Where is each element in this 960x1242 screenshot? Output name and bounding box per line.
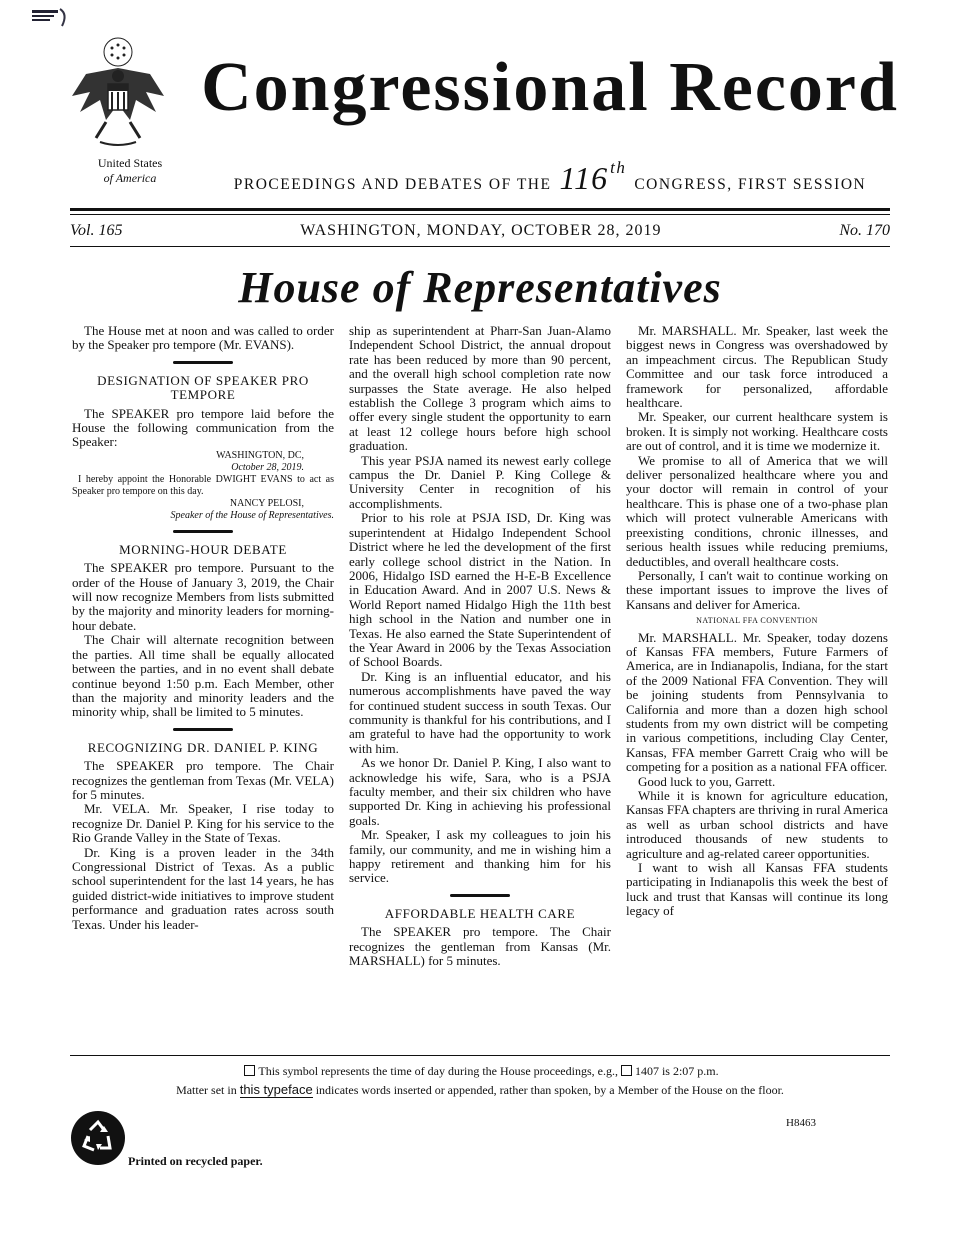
recycled-paper-note: Printed on recycled paper. (128, 1154, 263, 1168)
seal-caption (80, 156, 180, 186)
masthead-subhead (205, 160, 895, 197)
paragraph: The SPEAKER pro tempore. The Chair recognizes the gentleman from Kansas (Mr. MARSHALL) for 5 minutes. (349, 924, 611, 969)
column-1 (72, 324, 334, 932)
page-code: H8463 (786, 1117, 816, 1129)
paragraph: While it is known for agriculture education, Kansas FFA chapters are thriving in rural America as well as urban school districts and have introduced thousands of new students to agriculture and ag-related career opportunities. (626, 788, 888, 861)
paragraph: The SPEAKER pro tempore. The Chair recognizes the gentleman from Texas (Mr. VELA) for 5 minutes. (72, 758, 334, 802)
section-heading: MORNING-HOUR DEBATE (119, 541, 287, 557)
dateline (70, 222, 890, 240)
paragraph: Dr. King is a proven leader in the 34th Congressional District of Texas. As a public school superintendent for the last 14 years, he has guided district-wide initiatives to improve student performance and graduation rates across south Texas. Under his leader- (72, 844, 334, 932)
gpo-mark-icon (30, 6, 70, 30)
paragraph: This year PSJA named its newest early college campus the Dr. Daniel P. King College & University Center in recognition of his accomplishments. (349, 452, 611, 511)
paragraph: Mr. VELA. Mr. Speaker, I rise today to recognize Dr. Daniel P. King for his service to the Rio Grande Valley in the State of Texas. (72, 801, 334, 846)
recycle-icon (70, 1110, 126, 1166)
volume-number: Vol. 165 (70, 222, 123, 239)
letter-date: October 28, 2019. (231, 461, 304, 473)
subsection-heading: NATIONAL FFA CONVENTION (696, 616, 818, 626)
section-divider (173, 361, 233, 364)
subhead-left: PROCEEDINGS AND DEBATES OF THE (233, 176, 552, 193)
signature-role: Speaker of the House of Representatives. (170, 509, 334, 521)
chamber-title: House of Representatives (238, 263, 722, 312)
masthead-title: Congressional Record (201, 49, 899, 126)
section-heading: AFFORDABLE HEALTH CARE (384, 905, 576, 921)
issue-number: No. 170 (839, 222, 890, 239)
time-symbol-note (70, 1064, 890, 1079)
subhead-right: CONGRESS, FIRST SESSION (634, 176, 867, 193)
footer-rule (70, 1055, 890, 1056)
typeface-sample: this typeface (239, 1082, 313, 1097)
seal-caption-line2: of America (103, 171, 157, 185)
paragraph: Mr. Speaker, I ask my colleagues to join his family, our community, and me in wishing him a happy retirement and thanking him for his service. (349, 827, 611, 886)
paragraph: Mr. Speaker, our current healthcare system is broken. It is simply not working. Healthcare costs are out of control, and it is time we modernize it. (626, 409, 888, 454)
paragraph: ship as superintendent at Pharr-San Juan-Alamo Independent School District, the annual dropout rate has been reduced by more than 90 percent, and the overall high school completion rate now surpasses the State average. He also helped establish the College 3 program which aims to offer every single student the opportunity to earn at least 12 college hours before high school graduation. (349, 323, 611, 454)
note1-part-b: 1407 is 2:07 p.m. (634, 1064, 719, 1078)
paragraph: Mr. MARSHALL. Mr. Speaker, last week the biggest news in Congress was overshadowed by an impeachment circus. The Republican Study Committee and our task force introduced a framework for personalized, affordable healthcare. (626, 323, 888, 411)
note2-part-b: indicates words inserted or appended, rather than spoken, by a Member of the House on the floor. (315, 1083, 784, 1097)
letter-body: I hereby appoint the Honorable DWIGHT EVANS to act as Speaker pro tempore on this day. (72, 473, 334, 497)
section-divider (173, 728, 233, 731)
note2-part-a: Matter set in (176, 1083, 237, 1097)
masthead-rule-thin (70, 214, 890, 215)
paragraph: Personally, I can't wait to continue working on these important issues to improve the lives of Kansans and deliver for America. (626, 567, 888, 612)
seal-caption-line1: United States (97, 156, 163, 170)
paragraph: Good luck to you, Garrett. (638, 773, 776, 789)
paragraph: As we honor Dr. Daniel P. King, I also want to acknowledge his wife, Sara, who is a PSJA faculty member, and their six children who have supported Dr. King in achieving his professional goals. (349, 755, 611, 828)
paragraph: We promise to all of America that we will deliver personalized healthcare where you and your doctor will remain in control of your healthcare. This is phase one of a two-phase plan which will protect vulnerable Americans with preexisting conditions, chronic illnesses, and serious health issues while reducing premiums, deductibles, and overall healthcare costs. (626, 452, 888, 569)
section-divider (450, 894, 510, 897)
note1-part-a: This symbol represents the time of day during the House proceedings, e.g., (258, 1064, 618, 1078)
paragraph: The SPEAKER pro tempore laid before the House the following communication from the Speaker: (72, 405, 334, 450)
column-3 (626, 324, 888, 919)
paragraph: Dr. King is an influential educator, and his numerous accomplishments have paved the way for continued student success in south Texas. Our community is thankful for his contributions, and I am grateful to have had the opportunity to work with him. (349, 668, 611, 756)
paragraph: Prior to his role at PSJA ISD, Dr. King was superintendent at Hidalgo Independent School District where he led the development of the first early college school district in the Nation. In 2006, Hidalgo ISD earned the H-E-B Excellence in Education Award. And in 2007 U.S. News & World Report named Hidalgo High the 11th best high school in the Nation and number one in Texas. He also earned the State Superintendent of the Year Award in 2006 by the Texas Association of School Boards. (349, 510, 611, 670)
masthead-rule (70, 208, 890, 211)
paragraph: The SPEAKER pro tempore. Pursuant to the order of the House of January 3, 2019, the Chair will now recognize Members from lists submitted by the majority and minority leaders for morning-hour debate. (72, 560, 334, 633)
section-divider (173, 530, 233, 533)
time-box-icon (244, 1065, 255, 1076)
section-heading: DESIGNATION OF SPEAKER PRO TEMPORE (97, 372, 309, 403)
paragraph: The House met at noon and was called to order by the Speaker pro tempore (Mr. EVANS). (72, 323, 334, 353)
congress-suffix: th (610, 158, 627, 177)
signature-name: NANCY PELOSI, (229, 497, 304, 509)
paragraph: The Chair will alternate recognition between the parties. All time shall be equally allocated between the parties, and in no event shall debate continue beyond 1:50 p.m. Each Member, other than the majority and minority leaders and the minority whip, shall be limited to 5 minutes. (72, 632, 334, 720)
typeface-note (70, 1082, 890, 1098)
paragraph: I want to wish all Kansas FFA students participating in Indianapolis this week the best of luck and trust that Kansas will continue its long legacy of (626, 860, 888, 919)
place-date: WASHINGTON, MONDAY, OCTOBER 28, 2019 (300, 222, 662, 239)
paragraph: Mr. MARSHALL. Mr. Speaker, today dozens of Kansas FFA members, Future Farmers of America, are in Indianapolis, Indiana, for the start of the 2009 National FFA Convention. They will be joining students from Pennsylvania to California and more than a dozen high school students from my own district will be competing in various competitions, including Clay Center, Kansas, FFA member Garrett Craig who will be competing for a position as a national FFA officer. (626, 629, 888, 775)
column-2 (349, 324, 611, 968)
time-box-icon (621, 1065, 632, 1076)
letter-place: WASHINGTON, DC, (216, 449, 304, 461)
section-heading: RECOGNIZING DR. DANIEL P. KING (87, 739, 319, 755)
congress-number: 116 (559, 160, 609, 196)
dateline-rule (70, 246, 890, 247)
eagle-seal-icon (66, 34, 170, 152)
